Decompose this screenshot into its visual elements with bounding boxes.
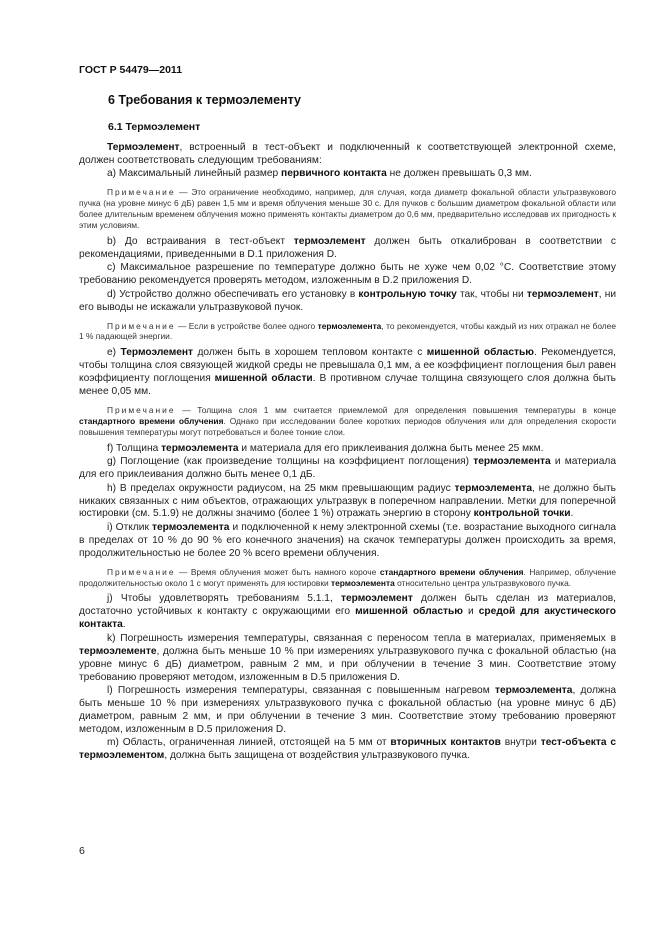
bold-term: термоэлементе <box>79 645 157 657</box>
bold-term: термоэлемент <box>526 288 599 300</box>
text-run: , ни его выводы не искажали ультразвуковой пучок. <box>79 288 617 313</box>
text-run: d) Устройство должно обеспечивать его установку в <box>107 288 359 300</box>
bold-term: термоэлемента <box>454 482 532 494</box>
requirement-h <box>79 483 616 522</box>
bold-term: мишенной областью <box>426 347 534 359</box>
text-run: m) Область, ограниченная линией, отстоящей на 5 мм от <box>107 737 391 749</box>
text-run: — Толщина слоя 1 мм считается приемлемой для определения повышения температуры в конце <box>175 405 616 415</box>
bold-term: термоэлемента <box>331 577 395 588</box>
text-run: . Рекомендуется, чтобы толщина слоя связующей жидкой среды не превышала 0,1 мм, а ее коэффициент поглощения был равен коэффициенту поглощения <box>79 347 616 385</box>
text-run: , должна быть защищена от воздействия ультразвукового пучка. <box>164 750 470 762</box>
text-run: внутри <box>500 737 541 749</box>
requirement-m <box>79 737 616 763</box>
bold-term: термоэлемента <box>494 685 573 696</box>
text-run: . Например, облучение продолжительностью около 1 с могут применять для юстировки <box>79 566 616 588</box>
text-run: f) Толщина <box>107 442 162 454</box>
text-run: должен быть в хорошем тепловом контакте с <box>193 347 427 359</box>
bold-term: термоэлемента <box>317 320 382 331</box>
text-run: , должна быть меньше 10 % при измерениях ультразвукового пучка с фокальной областью (на уровне минус 6 дБ) диаметром, равным 2 мм, и при облучении в течение 3 мин. Соответствие этому требованию проверяют методом, изложенным в D.5 приложения D. <box>79 685 616 735</box>
note-label: Примечание <box>107 187 176 198</box>
bold-term: тест-объекта с термоэлементом <box>79 737 617 762</box>
text-run: j) Чтобы удовлетворять требованиям 5.1.1, <box>107 593 341 605</box>
requirement-i <box>79 522 616 561</box>
bold-term: контрольную точку <box>358 288 457 300</box>
bold-term: мишенной области <box>214 373 313 385</box>
bold-term: термоэлемента <box>161 442 239 454</box>
text-run: е) <box>107 347 121 359</box>
note-label: Примечание <box>107 566 176 577</box>
bold-term: средой для акустического контакта <box>79 606 616 631</box>
bold-term: термоэлемент <box>340 593 413 605</box>
text-run: l) Погрешность измерения температуры, связанная с повышенным нагревом <box>107 685 495 696</box>
text-run: и материала для его приклеивания должна быть менее 25 мкм. <box>238 442 544 454</box>
section-title: 6 Требования к термоэлементу <box>108 93 301 107</box>
document-code-header: ГОСТ Р 54479—2011 <box>79 64 183 76</box>
text-run: и подключенной к нему электронной схемы (т.е. возрастание выходного сигнала в пределах от 10 % до 90 % его конечного значения) на скачок температуры должен происходить за время, продолжительностью не более 20 % всего времени облучения. <box>79 521 616 559</box>
note-label: Примечание <box>107 405 176 415</box>
text-run: i) Отклик <box>107 521 152 533</box>
text-run: должен быть сделан из материалов, достаточно устойчивых к контакту с окружающими его <box>79 593 616 618</box>
note-1 <box>79 187 616 231</box>
page-number: 6 <box>79 845 85 857</box>
requirement-g <box>79 456 616 482</box>
text-run: не должен превышать 0,3 мм. <box>386 168 532 180</box>
text-run: k) Погрешность измерения температуры, связанная с переносом тепла в материалах, применяемых в <box>107 632 616 644</box>
bold-term: стандартного времени облучения <box>379 566 524 577</box>
text-run: , то рекомендуется, чтобы каждый из них отражал не более 1 % падающей энергии. <box>79 320 616 342</box>
text-run: h) В пределах окружности радиусом, на 25 мкм превышающим радиус <box>107 482 455 494</box>
bold-term: первичного контакта <box>281 168 387 180</box>
text-run: , встроенный в тест-объект и подключенный к соответствующей электронной схеме, должен соответствовать следующим требованиям: <box>79 142 616 166</box>
text-run: . <box>122 619 126 631</box>
text-run: должен быть откалиброван в соответствии с рекомендациями, приведенными в D.1 приложения D. <box>79 235 616 260</box>
text-run: так, чтобы ни <box>456 288 527 300</box>
bold-term: Термоэлемент <box>120 347 194 359</box>
text-run: и <box>462 606 479 618</box>
text-run: . В противном случае толщина связующего слоя должна быть менее 0,05 мм. <box>79 373 616 398</box>
subsection-title: 6.1 Термоэлемент <box>108 121 201 133</box>
note-3 <box>79 405 616 438</box>
body-text <box>79 140 616 763</box>
text-run: , должна быть меньше 10 % при измерениях ультразвукового пучка с фокальной областью (на уровне минус 6 дБ) диаметром, равным 2 мм, и при облучении в течение 3 мин. Соответствие этому требованию проверяют методом, изложенным в D.5 приложения D. <box>79 645 616 683</box>
note-2 <box>79 321 616 343</box>
bold-term: термоэлемента <box>151 521 230 533</box>
requirement-l <box>79 685 616 737</box>
text-run: — Время облучения может быть намного короче <box>175 566 380 577</box>
text-run: b) До встраивания в тест-объект <box>107 235 294 247</box>
text-run: g) Поглощение (как произведение толщины на коэффициент поглощения) <box>107 456 474 468</box>
paragraph-intro <box>79 142 616 168</box>
bold-term: термоэлемента <box>473 456 551 468</box>
note-label: Примечание <box>107 320 176 331</box>
requirement-c <box>79 262 616 288</box>
text-run: — Это ограничение необходимо, например, для случая, когда диаметр фокальной области ультразвукового пучка (на уровне минус 6 дБ) равен 1,5 мм и время облучения меньше 30 с. Для пучков с большим диаметром фокальной области или более длительным временем облучения можно применять контакты диаметром до 0,6 мм, предварительно исследовав их пригодность к этим условиям. <box>79 187 616 231</box>
requirement-a <box>79 168 616 181</box>
text-run: . <box>570 508 574 520</box>
requirement-k <box>79 633 616 685</box>
text-run: с) Максимальное разрешение по температуре должно быть не хуже чем 0,02 °С. Соответствие этому требованию рекомендуется проверять методом, изложенным в D.2 приложения D. <box>79 262 616 287</box>
requirement-f <box>79 443 616 456</box>
text-run: относительно центра ультразвукового пучка. <box>394 577 572 588</box>
bold-term: Термоэлемент <box>107 142 180 153</box>
bold-term: термоэлемент <box>293 235 366 247</box>
text-run: и материала для его приклеивания должно быть менее 0,1 дБ. <box>79 456 616 481</box>
text-run: а) Максимальный линейный размер <box>107 168 282 180</box>
requirement-j <box>79 593 616 632</box>
text-run: , не должно быть никаких связанных с ним объектов, отражающих ультразвук в поперечном направлении. Метки для поперечной юстировки (см. 5.1.9) не должны значимо (более 1 %) отражать энергию в сторону <box>79 482 616 520</box>
requirement-b <box>79 236 616 262</box>
text-run: — Если в устройстве более одного <box>175 320 318 331</box>
requirement-e <box>79 347 616 399</box>
requirement-d <box>79 289 616 315</box>
bold-term: стандартного времени облучения <box>79 415 224 426</box>
text-run: . Однако при исследовании более коротких периодов облучения или для определения скорости повышения температуры могут потребоваться и более тонкие слои. <box>79 415 617 437</box>
bold-term: вторичных контактов <box>390 737 501 749</box>
note-4 <box>79 567 616 589</box>
bold-term: мишенной областью <box>355 606 463 618</box>
bold-term: контрольной точки <box>473 508 571 520</box>
